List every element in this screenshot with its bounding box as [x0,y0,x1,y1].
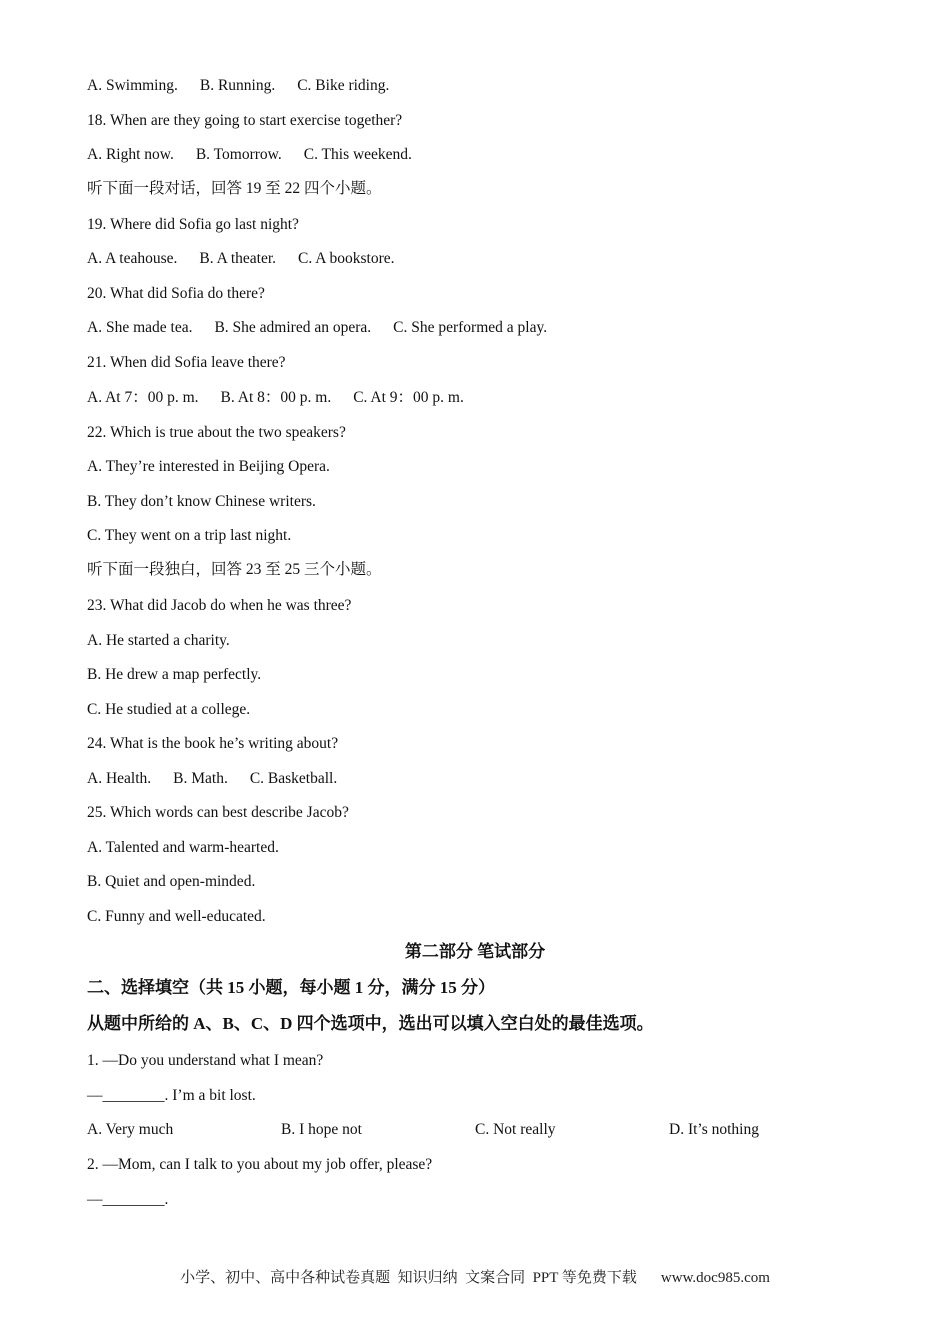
option-d: D. It’s nothing [669,1121,759,1138]
option-c: C. Not really [475,1121,556,1138]
q18-options [87,145,412,165]
q23-option-b: B. He drew a map perfectly. [87,666,262,683]
q23-option-a: A. He started a charity. [87,632,230,649]
option-b: B. A theater. [199,250,277,267]
part2-title: 第二部分 笔试部分 [404,942,546,961]
option-a: A. Right now. [87,146,174,163]
option-b: B. She admired an opera. [214,319,372,336]
footer-text: 小学、初中、高中各种试卷真题 知识归纳 文案合同 PPT 等免费下载 [180,1270,637,1286]
option-b: B. Running. [199,77,276,94]
question-22: 22. Which is true about the two speakers? [87,424,346,441]
option-c: C. She performed a play. [393,319,548,336]
q25-option-b: B. Quiet and open-minded. [87,873,256,890]
option-c: C. A bookstore. [298,250,395,267]
q20-options [87,318,547,338]
option-a: A. Health. [87,770,152,787]
q17-options [87,76,389,96]
option-a: A. A teahouse. [87,250,178,267]
question-19: 19. Where did Sofia go last night? [87,216,299,233]
written-question-2: 2. —Mom, can I talk to you about my job offer, please? [87,1156,433,1173]
q24-options [87,769,337,789]
footer-url[interactable]: www.doc985.com [660,1270,770,1286]
option-c: C. Basketball. [249,770,338,787]
question-24: 24. What is the book he’s writing about? [87,735,339,752]
question-20: 20. What did Sofia do there? [87,285,265,302]
written-question-1-reply: —________. I’m a bit lost. [87,1087,256,1104]
option-a: A. She made tea. [87,319,193,336]
q21-options [87,388,464,408]
option-a: A. At 7：00 p. m. [87,389,199,406]
option-c: C. Bike riding. [297,77,390,94]
option-b: B. Tomorrow. [195,146,282,163]
option-b: B. I hope not [281,1121,362,1138]
option-b: B. At 8：00 p. m. [220,389,332,406]
option-b: B. Math. [173,770,228,787]
written-question-2-reply: —________. [87,1191,169,1208]
q25-option-a: A. Talented and warm-hearted. [87,839,279,856]
question-25: 25. Which words can best describe Jacob? [87,804,349,821]
section-instruction: 从题中所给的 A、B、C、D 四个选项中，选出可以填入空白处的最佳选项。 [87,1014,654,1033]
instruction-23-25: 听下面一段独白，回答 23 至 25 三个小题。 [87,561,382,578]
option-a: A. Very much [87,1121,174,1138]
page-footer [0,1268,950,1288]
q22-option-b: B. They don’t know Chinese writers. [87,493,316,510]
q23-option-c: C. He studied at a college. [87,701,251,718]
question-18: 18. When are they going to start exercise together? [87,112,403,129]
option-c: C. This weekend. [303,146,412,163]
q19-options [87,249,395,269]
section-title: 二、选择填空（共 15 小题，每小题 1 分，满分 15 分） [87,978,495,997]
written-question-1: 1. —Do you understand what I mean? [87,1052,324,1069]
question-23: 23. What did Jacob do when he was three? [87,597,352,614]
question-21: 21. When did Sofia leave there? [87,354,286,371]
q25-option-c: C. Funny and well-educated. [87,908,266,925]
q22-option-c: C. They went on a trip last night. [87,527,292,544]
option-c: C. At 9：00 p. m. [353,389,464,406]
q22-option-a: A. They’re interested in Beijing Opera. [87,458,330,475]
option-a: A. Swimming. [87,77,178,94]
instruction-19-22: 听下面一段对话，回答 19 至 22 四个小题。 [87,180,382,197]
